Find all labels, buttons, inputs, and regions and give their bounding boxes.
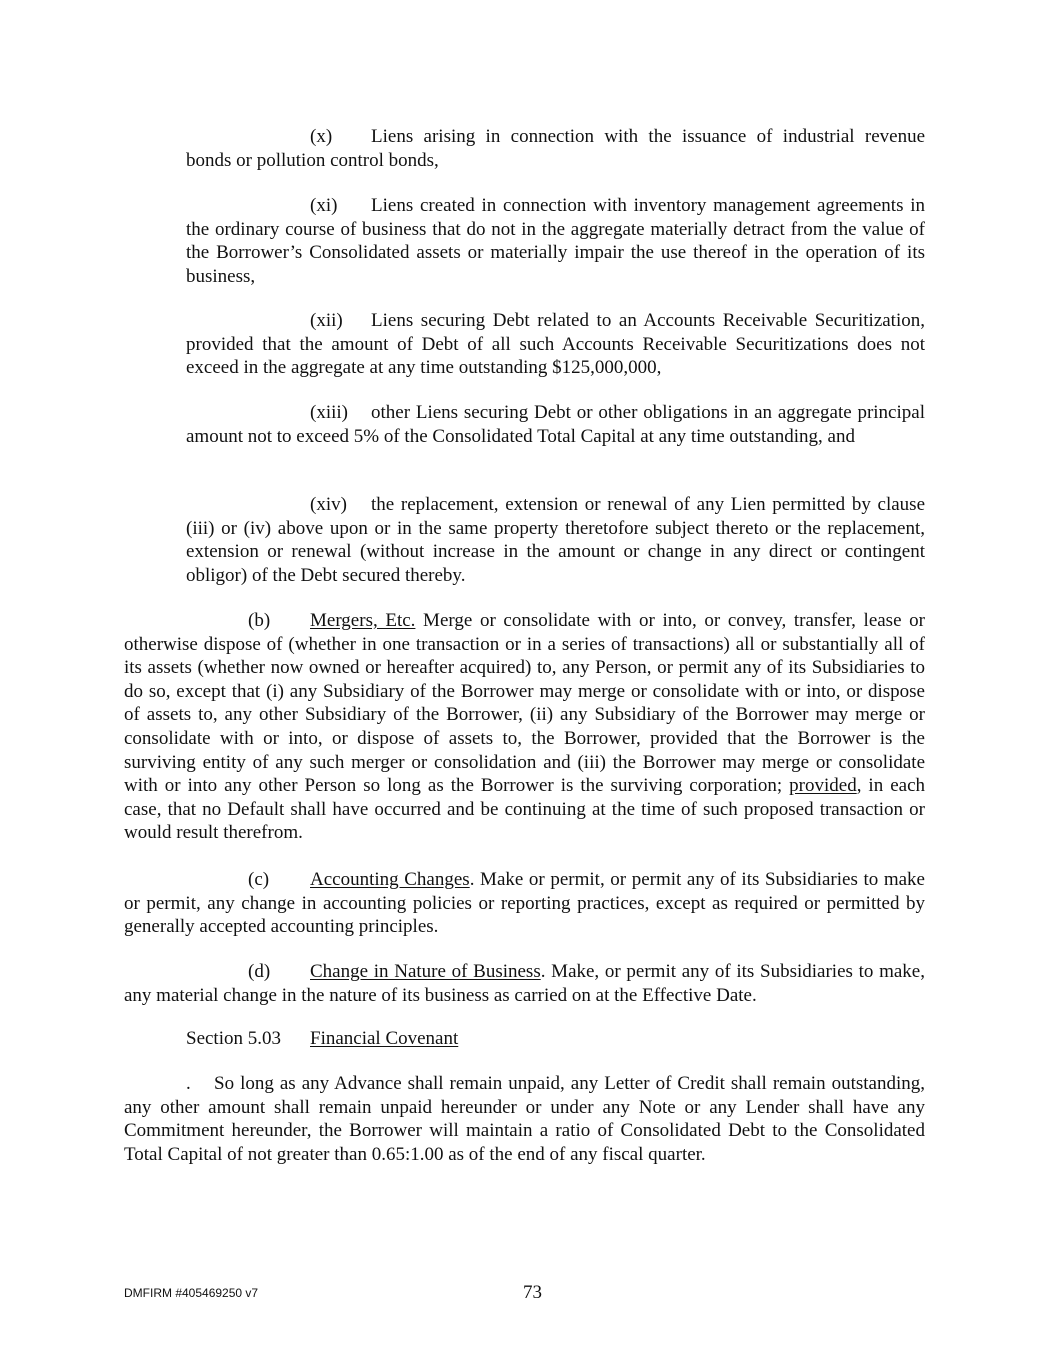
clause-label: (xii) <box>310 310 343 331</box>
section-title: Mergers, Etc. <box>310 610 416 631</box>
section-text-continued: , in each case, that no Default shall have occurred and be continuing at the time of such proposed transaction or would result therefrom. <box>124 775 925 844</box>
section-503-heading <box>186 1027 458 1051</box>
section-d-change-in-business <box>124 960 925 1007</box>
section-number: Section 5.03 <box>186 1028 281 1049</box>
clause-text: other Liens securing Debt or other obligations in an aggregate principal amount not to exceed 5% of the Consolidated Total Capital at any time outstanding, and <box>186 402 925 447</box>
section-title: Change in Nature of Business <box>310 961 541 982</box>
clause-xiv <box>186 493 925 587</box>
clause-x <box>186 125 925 172</box>
section-text: . Make, or permit any of its Subsidiaries to make, any material change in the nature of its business as carried on at the Effective Date. <box>124 961 925 1006</box>
clause-xii <box>186 309 925 380</box>
clause-xiii <box>186 401 925 448</box>
clause-label: (xiv) <box>310 494 347 515</box>
financial-covenant-text <box>124 1072 925 1166</box>
section-title: Accounting Changes <box>310 869 470 890</box>
lead-period: . <box>186 1073 191 1094</box>
clause-text: Liens arising in connection with the issuance of industrial revenue bonds or pollution control bonds, <box>186 126 925 171</box>
clause-text: the replacement, extension or renewal of any Lien permitted by clause (iii) or (iv) above upon or in the same property theretofore subject thereto or the replacement, extension or renewal (without increase in the amount or change in any direct or contingent obligor) of the Debt secured thereby. <box>186 494 925 586</box>
section-label: (c) <box>248 869 270 890</box>
section-label: (b) <box>248 610 271 631</box>
section-label: (d) <box>248 961 271 982</box>
proviso-term: provided <box>789 775 857 797</box>
clause-label: (x) <box>310 126 333 147</box>
section-text: . Make or permit, or permit any of its Subsidiaries to make or permit, any change in accounting policies or reporting practices, except as required or permitted by generally accepted accounting principles. <box>124 869 925 938</box>
covenant-body: So long as any Advance shall remain unpaid, any Letter of Credit shall remain outstanding, any other amount shall remain unpaid hereunder or under any Note or any Lender shall have any Commitment hereunder, the Borrower will maintain a ratio of Consolidated Debt to the Consolidated Total Capital of not greater than 0.65:1.00 as of the end of any fiscal quarter. <box>124 1073 925 1165</box>
section-b-mergers <box>124 609 925 845</box>
section-c-accounting-changes <box>124 868 925 939</box>
document-id: DMFIRM #405469250 v7 <box>124 1286 259 1300</box>
page-number: 73 <box>523 1282 542 1303</box>
clause-label: (xi) <box>310 195 338 216</box>
section-text: Merge or consolidate with or into, or convey, transfer, lease or otherwise dispose of (whether in one transaction or in a series of transactions) all or substantially all of its assets (whether now owned or hereafter acquired) to, any Person, or permit any of its Subsidiaries to do so, except that (i) any Subsidiary of the Borrower may merge or consolidate with or into, or dispose of assets to, any other Subsidiary of the Borrower, (ii) any Subsidiary of the Borrower may merge or consolidate with or into, or dispose of assets to, the Borrower, provided that the Borrower is the surviving entity of any such merger or consolidation and (iii) the Borrower may merge or consolidate with or into any other Person so long as the Borrower is the surviving corporation; <box>124 610 925 797</box>
clause-xi <box>186 194 925 288</box>
clause-label: (xiii) <box>310 402 348 423</box>
clause-text: Liens created in connection with inventory management agreements in the ordinary course of business that do not in the aggregate materially detract from the value of the Borrower’s Consolidated assets or materially impair the use thereof in the operation of its business, <box>186 195 925 287</box>
section-title: Financial Covenant <box>310 1028 459 1049</box>
clause-text: Liens securing Debt related to an Accounts Receivable Securitization, provided that the amount of Debt of all such Accounts Receivable Securitizations does not exceed in the aggregate at any time outstanding $125,000,000, <box>186 310 925 379</box>
